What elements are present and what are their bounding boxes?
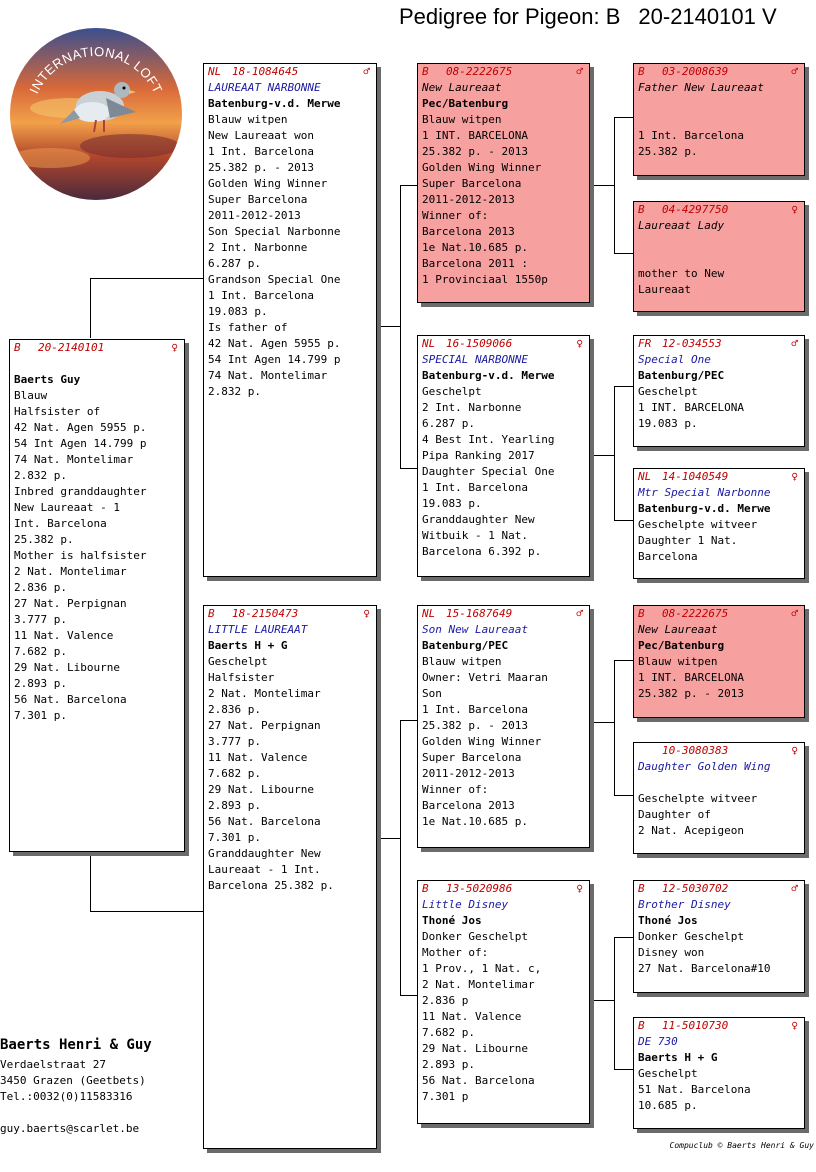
bird-info-line: 1 INT. BARCELONA [638,401,744,414]
bird-info-line: 2 Int. Narbonne [208,241,308,254]
connector [90,911,204,912]
bird-info-line: New Laureaat won [208,129,314,142]
bird-info-line: Daughter Special One [422,465,555,478]
bird-info-line: 2.832 p. [14,469,67,482]
bird-ring: 11-5010730 [662,1019,729,1032]
bird-sex-icon: ♀ [363,607,370,620]
owner-email: guy.baerts@scarlet.be [0,1122,140,1135]
bird-ring: 16-1509066 [446,337,513,350]
bird-header [638,606,800,622]
bird-country: B [422,882,429,895]
bird-info-line: 1 Int. Barcelona [422,481,528,494]
bird-sex-icon: ♀ [791,203,798,216]
connector [614,660,633,661]
bird-info-line: Mother of: [422,946,489,959]
bird-country: NL [422,337,436,350]
bird-header [638,469,800,485]
connector [400,995,417,996]
bird-info-line: Inbred granddaughter [14,485,147,498]
bird-info-line: Barcelona 25.382 p. [208,879,334,892]
connector [400,185,417,186]
bird-header [422,64,585,80]
pedigree-card-sire-sire [417,63,590,303]
bird-info-line: 1e Nat.10.685 p. [422,815,528,828]
connector [614,253,633,254]
bird-info-line: 3.777 p. [208,735,261,748]
bird-info-line: Barcelona 2011 : [422,257,528,270]
bird-info-line: Geschelpte witveer [638,792,758,805]
title-prefix: Pedigree for Pigeon: [399,4,600,29]
bird-info-line: 42 Nat. Agen 5955 p. [208,337,341,350]
bird-info-line: Winner of: [422,209,489,222]
bird-ring: 12-034553 [662,337,722,350]
bird-info-line: 2011-2012-2013 [422,767,515,780]
bird-info-line: Barcelona [638,550,698,563]
pedigree-card-ddd [633,1017,805,1129]
bird-breeder: Batenburg/PEC [638,369,725,382]
bird-info-line: Barcelona 2013 [422,799,515,812]
connector [614,937,615,1069]
bird-info-line: Geschelpte witveer [638,518,758,531]
bird-info-line: 56 Nat. Barcelona [208,815,321,828]
bird-info-line: Geschelpt [422,385,482,398]
connector [400,720,401,995]
bird-ring: 03-2008639 [662,65,729,78]
pedigree-card-sire [203,63,377,577]
bird-sex-icon: ♀ [791,744,798,757]
bird-info-line: 2.893 p. [422,1058,475,1071]
bird-country: B [638,882,645,895]
bird-country: NL [422,607,436,620]
bird-info-line: Granddaughter New [422,513,535,526]
bird-sex-icon: ♀ [576,337,583,350]
bird-info-line: Int. Barcelona [14,517,107,530]
bird-ring: 10-3080383 [662,744,729,757]
bird-sex-icon: ♀ [171,341,178,354]
bird-name: Special One [638,353,711,366]
bird-info-line: 51 Nat. Barcelona [638,1083,751,1096]
bird-info-line: 2.893 p. [14,677,67,690]
bird-info-line: 10.685 p. [638,1099,698,1112]
bird-info-line: 25.382 p. - 2013 [208,161,314,174]
bird-info-line: Super Barcelona [422,177,522,190]
bird-header [638,64,800,80]
bird-breeder: Pec/Batenburg [638,639,725,652]
bird-info-line: 54 Int Agen 14.799 p [208,353,341,366]
connector [590,1000,615,1001]
bird-ring: 12-5030702 [662,882,729,895]
bird-sex-icon: ♀ [791,470,798,483]
bird-sex-icon: ♂ [576,65,583,78]
bird-info-line: Halfsister of [14,405,101,418]
pedigree-card-sire-dam [417,335,590,577]
bird-info-line: Laureaat - 1 Int. [208,863,321,876]
bird-info-line: Blauw witpen [208,113,288,126]
bird-breeder: Batenburg-v.d. Merwe [208,97,341,110]
bird-sex-icon: ♀ [576,882,583,895]
bird-breeder: Thoné Jos [422,914,482,927]
bird-name: SPECIAL NARBONNE [422,353,528,366]
bird-info-line: 25.382 p. - 2013 [422,719,528,732]
bird-info-line: Is father of [208,321,288,334]
bird-info-line: Son [422,687,442,700]
bird-info-line: 29 Nat. Libourne [208,783,314,796]
bird-ring: 15-1687649 [446,607,513,620]
bird-info-line: Mother is halfsister [14,549,147,562]
bird-info-line: Golden Wing Winner [208,177,328,190]
connector [400,468,417,469]
bird-info-line: 1 Int. Barcelona [638,129,744,142]
bird-breeder: Thoné Jos [638,914,698,927]
bird-info-line: 11 Nat. Valence [422,1010,522,1023]
bird-ring: 04-4297750 [662,203,729,216]
pedigree-card-sss [633,63,805,176]
bird-info-line: 7.301 p. [208,831,261,844]
owner-address [0,1035,152,1137]
bird-breeder: Baerts H + G [638,1051,718,1064]
bird-info-line: 7.682 p. [14,645,67,658]
bird-ring: 13-5020986 [446,882,513,895]
bird-ring: 20-2140101 [38,341,105,354]
bird-info-line: Halfsister [208,671,275,684]
bird-country: B [208,607,215,620]
bird-ring: 08-2222675 [446,65,513,78]
bird-info-line: 29 Nat. Libourne [422,1042,528,1055]
connector [614,386,615,520]
bird-info-line: Daughter 1 Nat. [638,534,738,547]
connector [614,520,633,521]
bird-breeder: Baerts H + G [208,639,288,652]
bird-info-line: Pipa Ranking 2017 [422,449,535,462]
bird-info-line: 2 Nat. Montelimar [208,687,321,700]
bird-ring: 18-1084645 [232,65,299,78]
bird-header [14,340,180,356]
bird-info-line: 1 Int. Barcelona [422,703,528,716]
connector [614,937,633,938]
bird-country: B [638,203,645,216]
bird-info-line: Witbuik - 1 Nat. [422,529,528,542]
logo-text: INTERNATIONAL LOFT [26,43,166,96]
bird-info-line: Blauw [14,389,48,402]
bird-info-line: Super Barcelona [422,751,522,764]
bird-info-line: 7.682 p. [422,1026,475,1039]
bird-country: B [638,65,645,78]
bird-header [638,336,800,352]
bird-info-line: 2 Nat. Montelimar [14,565,127,578]
bird-info-line: 1 INT. BARCELONA [422,129,528,142]
bird-info-line: 1 Int. Barcelona [208,145,314,158]
connector [90,278,91,338]
bird-ring: 18-2150473 [232,607,299,620]
bird-breeder: Baerts Guy [14,373,81,386]
bird-name: DE 730 [638,1035,678,1048]
bird-info-line: Granddaughter New [208,847,321,860]
bird-sex-icon: ♂ [363,65,370,78]
bird-header [638,743,800,759]
bird-info-line: 1 INT. BARCELONA [638,671,744,684]
bird-info-line: 19.083 p. [422,497,482,510]
bird-info-line: Donker Geschelpt [422,930,528,943]
bird-info-line: Son Special Narbonne [208,225,341,238]
bird-info-line: 29 Nat. Libourne [14,661,120,674]
pedigree-card-dam-sire [417,605,590,848]
pedigree-card-ssd [633,201,805,312]
bird-info-line: Golden Wing Winner [422,735,542,748]
bird-info-line: 27 Nat. Perpignan [208,719,321,732]
bird-breeder: Pec/Batenburg [422,97,509,110]
bird-info-line: 11 Nat. Valence [208,751,308,764]
pedigree-card-sds [633,335,805,447]
bird-name: Daughter Golden Wing [638,760,771,773]
bird-info-line: Barcelona 2013 [422,225,515,238]
bird-info-line: 25.382 p. - 2013 [638,687,744,700]
title-country: B [605,4,621,29]
owner-city: 3450 Grazen (Geetbets) [0,1074,146,1087]
bird-info-line: Grandson Special One [208,273,341,286]
owner-street: Verdaelstraat 27 [0,1058,106,1071]
bird-info-line: Super Barcelona [208,193,308,206]
bird-info-line: 1 Prov., 1 Nat. c, [422,962,542,975]
bird-country: B [422,65,429,78]
bird-info-line: 1e Nat.10.685 p. [422,241,528,254]
bird-info-line: Disney won [638,946,705,959]
bird-sex-icon: ♂ [576,607,583,620]
bird-info-line: New Laureaat - 1 [14,501,120,514]
bird-sex-icon: ♂ [791,337,798,350]
bird-info-line: 6.287 p. [422,417,475,430]
bird-info-line: 2 Int. Narbonne [422,401,522,414]
bird-name: Laureaat Lady [638,219,725,232]
bird-info-line: 3.777 p. [14,613,67,626]
pedigree-card-dam [203,605,377,1149]
bird-header [638,881,800,897]
bird-sex-icon: ♂ [791,65,798,78]
bird-info-line: Owner: Vetri Maaran [422,671,548,684]
bird-country: NL [208,65,222,78]
bird-header [208,64,372,80]
bird-info-line: 19.083 p. [208,305,268,318]
connector [400,720,417,721]
bird-name: LAUREAAT NARBONNE [208,81,321,94]
bird-info-line: 25.382 p. [14,533,74,546]
title-ring: 20-2140101 V [638,4,777,29]
bird-info-line: 2.832 p. [208,385,261,398]
bird-info-line: Daughter of [638,808,711,821]
bird-header [422,606,585,622]
logo-image [10,28,182,200]
bird-info-line: 7.682 p. [208,767,261,780]
connector [590,455,615,456]
bird-info-line: 2.836 p. [14,581,67,594]
bird-info-line: Donker Geschelpt [638,930,744,943]
bird-info-line: Geschelpt [638,385,698,398]
bird-info-line: 25.382 p. [638,145,698,158]
connector [614,795,633,796]
bird-info-line: 54 Int Agen 14.799 p [14,437,147,450]
pedigree-card-sdd [633,468,805,579]
bird-country: B [638,607,645,620]
bird-header [422,336,585,352]
bird-header [422,881,585,897]
bird-name: Son New Laureaat [422,623,528,636]
bird-info-line: 2 Nat. Acepigeon [638,824,744,837]
bird-info-line: 74 Nat. Montelimar [14,453,134,466]
bird-info-line: 27 Nat. Perpignan [14,597,127,610]
bird-info-line: 1 Int. Barcelona [208,289,314,302]
connector [377,326,401,327]
bird-info-line: 2.893 p. [208,799,261,812]
bird-name: LITTLE LAUREAAT [208,623,308,636]
connector [90,852,91,912]
bird-info-line: 11 Nat. Valence [14,629,114,642]
international-loft-logo [10,28,182,200]
bird-info-line: 25.382 p. - 2013 [422,145,528,158]
pedigree-card-dsd [633,742,805,854]
connector [614,386,633,387]
bird-info-line: Blauw witpen [422,655,502,668]
bird-info-line: 42 Nat. Agen 5955 p. [14,421,147,434]
bird-info-line: 4 Best Int. Yearling [422,433,555,446]
bird-info-line: 1 Provinciaal 1550p [422,273,548,286]
connector [614,660,615,795]
connector [90,278,204,279]
bird-name: Brother Disney [638,898,731,911]
bird-header [638,202,800,218]
bird-info-line: mother to New [638,267,725,280]
bird-info-line: 2011-2012-2013 [208,209,301,222]
bird-name: New Laureaat [638,623,718,636]
connector [614,1069,633,1070]
bird-sex-icon: ♀ [791,1019,798,1032]
bird-info-line: Geschelpt [638,1067,698,1080]
bird-info-line: Blauw witpen [638,655,718,668]
pedigree-card-dds [633,880,805,993]
bird-name: Mtr Special Narbonne [638,486,771,499]
bird-ring: 08-2222675 [662,607,729,620]
bird-info-line: 74 Nat. Montelimar [208,369,328,382]
footer-copyright: Compuclub © Baerts Henri & Guy [669,1141,814,1150]
bird-sex-icon: ♂ [791,607,798,620]
bird-info-line: 2.836 p. [208,703,261,716]
connector [614,117,633,118]
bird-info-line: 7.301 p [422,1090,469,1103]
bird-info-line: 27 Nat. Barcelona#10 [638,962,771,975]
bird-info-line: 19.083 p. [638,417,698,430]
owner-name: Baerts Henri & Guy [0,1037,152,1053]
bird-breeder: Batenburg-v.d. Merwe [422,369,555,382]
bird-country: FR [638,337,652,350]
page-title [399,4,777,30]
connector [377,838,401,839]
bird-breeder: Batenburg/PEC [422,639,509,652]
pedigree-card-dss [633,605,805,718]
bird-name: Father New Laureaat [638,81,764,94]
bird-breeder: Batenburg-v.d. Merwe [638,502,771,515]
bird-info-line: Golden Wing Winner [422,161,542,174]
bird-info-line: 2011-2012-2013 [422,193,515,206]
bird-info-line: Geschelpt [208,655,268,668]
bird-info-line: 7.301 p. [14,709,67,722]
bird-ring: 14-1040549 [662,470,729,483]
bird-info-line: Winner of: [422,783,489,796]
bird-info-line: 56 Nat. Barcelona [14,693,127,706]
bird-header [208,606,372,622]
bird-info-line: 6.287 p. [208,257,261,270]
bird-info-line: Blauw witpen [422,113,502,126]
bird-country: B [14,341,21,354]
pedigree-card-dam-dam [417,880,590,1124]
pedigree-card-subject [9,339,185,852]
bird-info-line: Barcelona 6.392 p. [422,545,542,558]
owner-tel: Tel.:0032(0)11583316 [0,1090,133,1103]
bird-info-line: 2.836 p [422,994,469,1007]
bird-header [638,1018,800,1034]
bird-info-line: Laureaat [638,283,691,296]
bird-info-line: 56 Nat. Barcelona [422,1074,535,1087]
bird-country: NL [638,470,652,483]
bird-info-line: 2 Nat. Montelimar [422,978,535,991]
bird-name: New Laureaat [422,81,502,94]
connector [590,722,615,723]
bird-name: Little Disney [422,898,509,911]
connector [590,185,615,186]
bird-sex-icon: ♂ [791,882,798,895]
bird-country: B [638,1019,645,1032]
